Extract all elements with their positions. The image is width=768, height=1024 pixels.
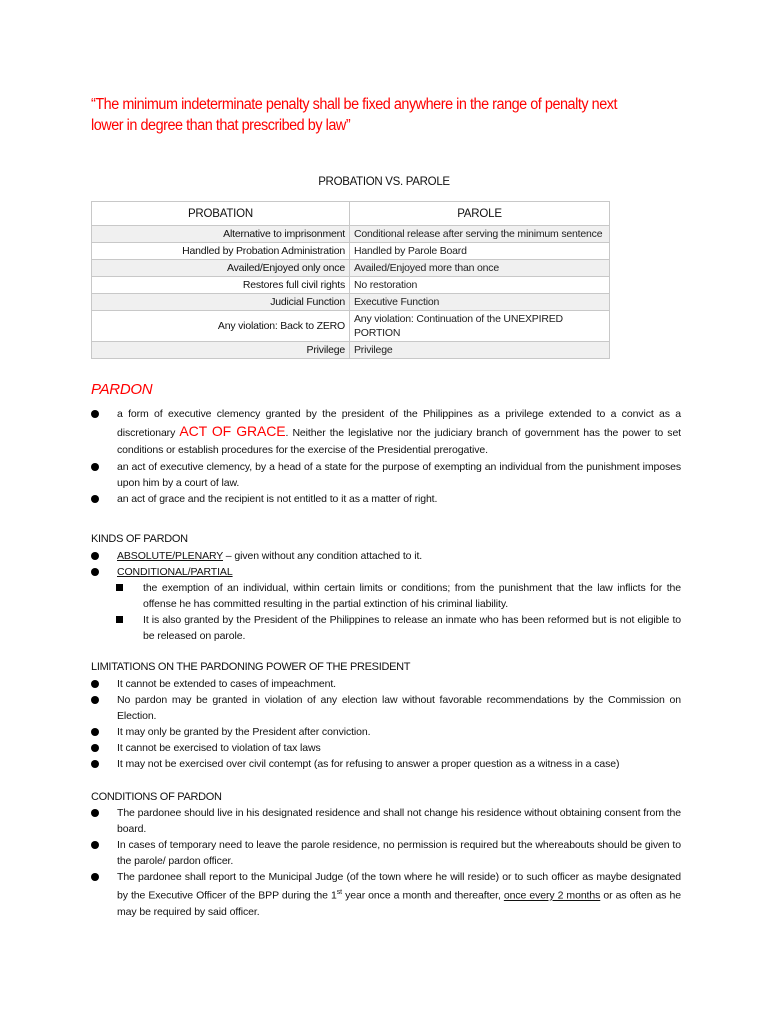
report-frequency-every: once every 2 months <box>503 889 601 902</box>
limitation-text: It may only be granted by the President after conviction. <box>117 726 371 738</box>
probation-cell: Any violation: Back to ZERO <box>92 311 350 342</box>
probation-vs-parole-table <box>91 201 610 359</box>
limitations-list <box>91 676 681 772</box>
conditions-list <box>91 805 681 920</box>
condition-text: In cases of temporary need to leave the parole residence, no permission is required but the whereabouts should be given to the parole/ pardon officer. <box>117 839 681 867</box>
header-parole: PAROLE <box>350 202 610 226</box>
report-frequency-year: year once a month <box>341 889 432 902</box>
period-text: . <box>285 427 289 439</box>
list-item <box>91 756 681 772</box>
bullet-icon <box>91 495 99 503</box>
table-row <box>92 294 610 311</box>
table-row <box>92 311 610 342</box>
probation-cell: Availed/Enjoyed only once <box>92 260 350 277</box>
square-bullet-icon <box>116 616 123 623</box>
kinds-heading: KINDS OF PARDON <box>91 533 188 545</box>
report-frequency-first: 1 <box>330 889 337 902</box>
list-item <box>91 805 681 837</box>
limitation-text: It cannot be exercised to violation of tax laws <box>117 742 321 754</box>
absolute-text: – given without any condition attached to it. <box>222 550 423 562</box>
limitation-text: It cannot be extended to cases of impeachment. <box>117 678 336 690</box>
table-title: PROBATION VS. PAROLE <box>318 176 450 188</box>
list-item <box>91 491 681 507</box>
bullet-icon <box>91 568 99 576</box>
probation-cell: Privilege <box>92 342 350 359</box>
parole-cell: Conditional release after serving the minimum sentence <box>350 226 610 243</box>
list-item <box>91 676 681 692</box>
bullet-icon <box>91 744 99 752</box>
sub-list-item <box>116 612 681 644</box>
list-item <box>91 459 681 491</box>
list-item <box>91 564 681 580</box>
pardon-def-post-text: the judiciary branch of government has the power to set conditions or establish procedures for the exercise of the Presidential prerogative. <box>117 427 681 456</box>
bullet-icon <box>91 760 99 768</box>
list-item <box>91 692 681 724</box>
limitations-heading: LIMITATIONS ON THE PARDONING POWER OF THE PRESIDENT <box>91 661 411 673</box>
bullet-icon <box>91 728 99 736</box>
condition-mid-text: and thereafter, <box>431 889 504 902</box>
conditional-sub-text: It is also granted by the President of the Philippines to release an inmate who has been reformed but is not eligible to be released on parole. <box>143 614 681 642</box>
list-item <box>91 740 681 756</box>
pardon-definitions <box>91 406 681 507</box>
conditions-heading: CONDITIONS OF PARDON <box>91 791 222 803</box>
quote-heading: “The minimum indeterminate penalty shall be fixed anywhere in the range of penalty next lower in degree than that prescribed by law” <box>91 96 618 134</box>
table-row <box>92 277 610 294</box>
act-of-grace-text: ACT OF GRACE <box>179 423 286 439</box>
bullet-icon <box>91 410 99 418</box>
bullet-icon <box>91 680 99 688</box>
condition-text: The pardonee should live in his designated residence and shall not change his residence without obtaining consent from the board. <box>117 807 681 835</box>
sub-list-item <box>116 580 681 612</box>
list-item <box>91 406 681 459</box>
condition-post-text: or as often as he may be required by said officer. <box>117 889 681 918</box>
probation-cell: Handled by Probation Administration <box>92 243 350 260</box>
bullet-icon <box>91 841 99 849</box>
pardon-def-text: an act of grace and the recipient is not entitled to it as a matter of right. <box>117 493 438 505</box>
table-row <box>92 243 610 260</box>
conditional-label: CONDITIONAL/PARTIAL <box>117 566 233 578</box>
parole-cell: No restoration <box>350 277 610 294</box>
probation-cell: Alternative to imprisonment <box>92 226 350 243</box>
table-row <box>92 226 610 243</box>
header-probation: PROBATION <box>92 202 350 226</box>
pardon-heading: PARDON <box>91 381 153 398</box>
parole-cell: Executive Function <box>350 294 610 311</box>
table-row <box>92 260 610 277</box>
condition-text: The pardonee shall report to the Municipal Judge (of the town where he will reside) or to such officer as maybe designated by the Executive Officer of the BPP during the <box>117 871 681 902</box>
ordinal-suffix: st <box>336 889 342 896</box>
absolute-label: ABSOLUTE/PLENARY <box>117 550 223 562</box>
pardon-def-text: a form of executive clemency granted by the president of the Philippines as a privilege extended to a convict as a discretionary <box>117 408 681 439</box>
table-header-row <box>92 202 610 226</box>
pardon-def-mid-text: the legislative <box>325 427 398 439</box>
square-bullet-icon <box>116 584 123 591</box>
kinds-of-pardon-list <box>91 548 681 644</box>
nor-text: nor <box>397 427 413 439</box>
table-row <box>92 342 610 359</box>
bullet-icon <box>91 696 99 704</box>
pardon-def-text: an act of executive clemency, by a head of a state for the purpose of exempting an individual from the punishment imposes upon him by a court of law. <box>117 461 681 489</box>
parole-cell: Privilege <box>350 342 610 359</box>
bullet-icon <box>91 552 99 560</box>
limitation-text: It may not be exercised over civil contempt (as for refusing to answer a proper question as a witness in a case) <box>117 758 620 770</box>
neither-text: Neither <box>292 427 326 439</box>
parole-cell: Handled by Parole Board <box>350 243 610 260</box>
bullet-icon <box>91 873 99 881</box>
bullet-icon <box>91 809 99 817</box>
conditional-sub-text: the exemption of an individual, within certain limits or conditions; from the punishment that the law inflicts for the offense he has committed resulting in the partial extinction of his criminal liability. <box>143 582 681 610</box>
list-item <box>91 548 681 564</box>
probation-cell: Restores full civil rights <box>92 277 350 294</box>
probation-cell: Judicial Function <box>92 294 350 311</box>
list-item <box>91 837 681 869</box>
parole-cell: Availed/Enjoyed more than once <box>350 260 610 277</box>
parole-cell: Any violation: Continuation of the UNEXPIRED PORTION <box>350 311 610 342</box>
list-item <box>91 869 681 920</box>
list-item <box>91 724 681 740</box>
bullet-icon <box>91 463 99 471</box>
limitation-text: No pardon may be granted in violation of any election law without favorable recommendations by the Commission on Election. <box>117 694 681 722</box>
